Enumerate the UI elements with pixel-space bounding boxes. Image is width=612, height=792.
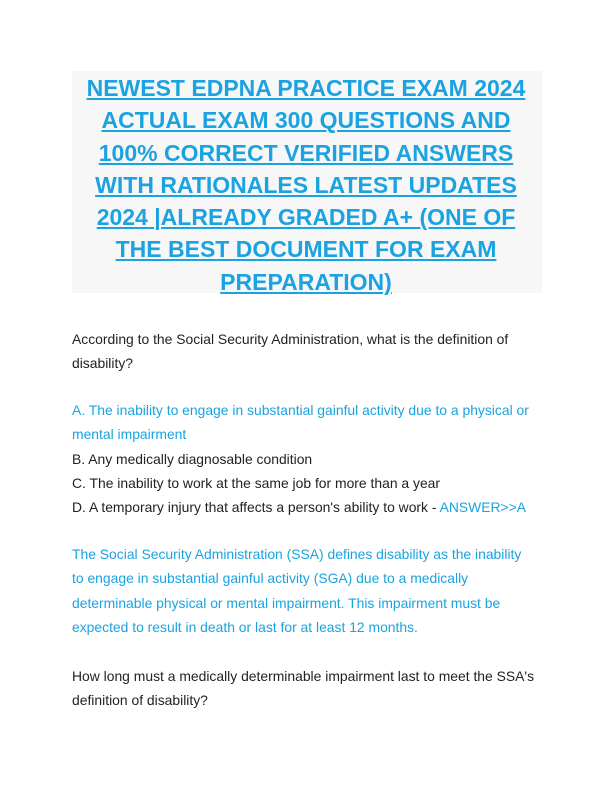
question-2-text [72,664,552,713]
title-line: 2024 |ALREADY GRADED A+ (ONE OF [96,204,516,231]
option-d-text: D. A temporary injury that affects a person's ability to work - [72,499,440,516]
title-line: WITH RATIONALES LATEST UPDATES [95,171,517,198]
question-1-options [72,398,552,519]
answer-label: ANSWER>>A [439,499,527,516]
title-line: 100% CORRECT VERIFIED ANSWERS [98,139,514,166]
rationale-line: expected to result in death or last for at least 12 months. [72,618,418,635]
title-line: ACTUAL EXAM 300 QUESTIONS AND [101,107,511,134]
title-line: PREPARATION) [220,268,392,295]
question-line: definition of disability? [72,692,208,709]
question-1-rationale [72,542,552,639]
rationale-line: The Social Security Administration (SSA) defines disability as the inability [72,546,522,562]
option-a-correct-continued: mental impairment [72,426,187,443]
question-line: How long must a medically determinable impairment last to meet the SSA's [72,668,535,684]
option-b: B. Any medically diagnosable condition [72,450,313,467]
option-c: C. The inability to work at the same job for more than a year [72,474,441,491]
question-1-text [72,327,552,376]
question-line: According to the Social Security Administration, what is the definition of [72,331,509,347]
option-a-correct: A. The inability to engage in substantial gainful activity due to a physical or [72,402,529,418]
title-line: THE BEST DOCUMENT FOR EXAM [115,236,497,263]
option-d [72,495,552,519]
question-line: disability? [72,355,133,372]
rationale-line: to engage in substantial gainful activity (SGA) due to a medically [72,570,469,587]
title-line: NEWEST EDPNA PRACTICE EXAM 2024 [86,75,526,101]
document-title [72,72,540,298]
rationale-line: determinable physical or mental impairment. This impairment must be [72,594,501,611]
